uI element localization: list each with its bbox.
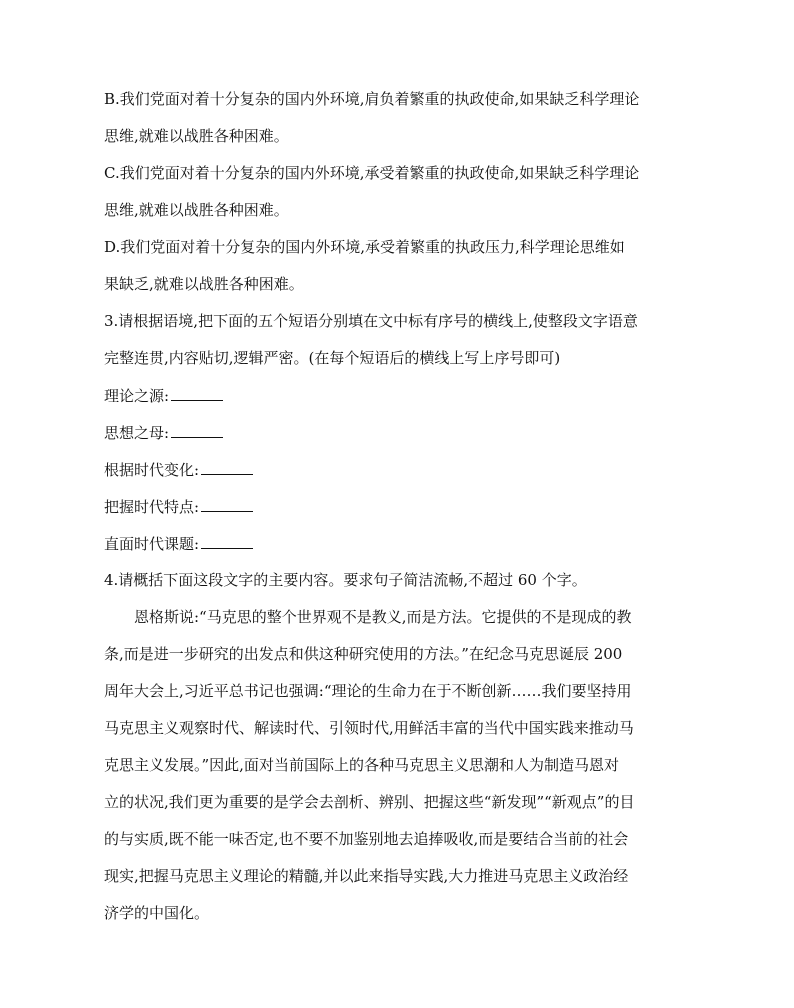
passage-line: 现实,把握马克思主义理论的精髓,并以此来指导实践,大力推进马克思主义政治经 [104,867,629,885]
question-4 [104,569,696,939]
option-b [104,88,696,162]
passage-line: 立的状况,我们更为重要的是学会去剖析、辨别、把握这些“新发现”“新观点”的目 [104,793,635,811]
fill-item-label: 理论之源: [104,387,170,405]
fill-item-label: 直面时代课题: [104,535,200,553]
answer-blank[interactable] [171,384,223,401]
option-d [104,236,696,310]
fill-item-era-features [104,495,696,532]
fill-item-label: 把握时代特点: [104,498,200,516]
document-page [104,88,696,939]
fill-item-era-change [104,458,696,495]
option-c [104,162,696,236]
answer-blank[interactable] [201,532,253,549]
option-b-line-2: 思维,就难以战胜各种困难。 [104,127,289,145]
question-4-prompt: 4.请概括下面这段文字的主要内容。要求句子简洁流畅,不超过 60 个字。 [104,571,587,589]
fill-item-thought-mother [104,421,696,458]
answer-blank[interactable] [171,421,223,438]
option-b-line-1: B.我们党面对着十分复杂的国内外环境,肩负着繁重的执政使命,如果缺乏科学理论 [104,90,640,108]
answer-blank[interactable] [201,495,253,512]
question-3-prompt-line-1: 3.请根据语境,把下面的五个短语分别填在文中标有序号的横线上,使整段文字语意 [104,312,638,330]
passage-line: 周年大会上,习近平总书记也强调:“理论的生命力在于不断创新……我们要坚持用 [104,682,632,700]
question-3 [104,310,696,569]
fill-item-label: 思想之母: [104,424,170,442]
answer-blank[interactable] [201,458,253,475]
question-3-prompt-line-2: 完整连贯,内容贴切,逻辑严密。(在每个短语后的横线上写上序号即可) [104,349,561,367]
passage-line: 条,而是进一步研究的出发点和供这种研究使用的方法。”在纪念马克思诞辰 200 [104,645,623,663]
passage-line: 的与实质,既不能一味否定,也不要不加鉴别地去追捧吸收,而是要结合当前的社会 [104,830,629,848]
passage-line: 马克思主义观察时代、解读时代、引领时代,用鲜活丰富的当代中国实践来推动马 [104,719,634,737]
passage-line: 克思主义发展。”因此,面对当前国际上的各种马克思主义思潮和人为制造马恩对 [104,756,619,774]
option-d-line-1: D.我们党面对着十分复杂的国内外环境,承受着繁重的执政压力,科学理论思维如 [104,238,625,256]
passage-line: 恩格斯说:“马克思的整个世界观不是教义,而是方法。它提供的不是现成的教 [134,608,632,626]
option-c-line-2: 思维,就难以战胜各种困难。 [104,201,289,219]
option-d-line-2: 果缺乏,就难以战胜各种困难。 [104,275,304,293]
fill-item-theory-source [104,384,696,421]
passage-line: 济学的中国化。 [104,904,210,922]
fill-item-label: 根据时代变化: [104,461,200,479]
fill-item-era-topics [104,532,696,569]
option-c-line-1: C.我们党面对着十分复杂的国内外环境,承受着繁重的执政使命,如果缺乏科学理论 [104,164,640,182]
